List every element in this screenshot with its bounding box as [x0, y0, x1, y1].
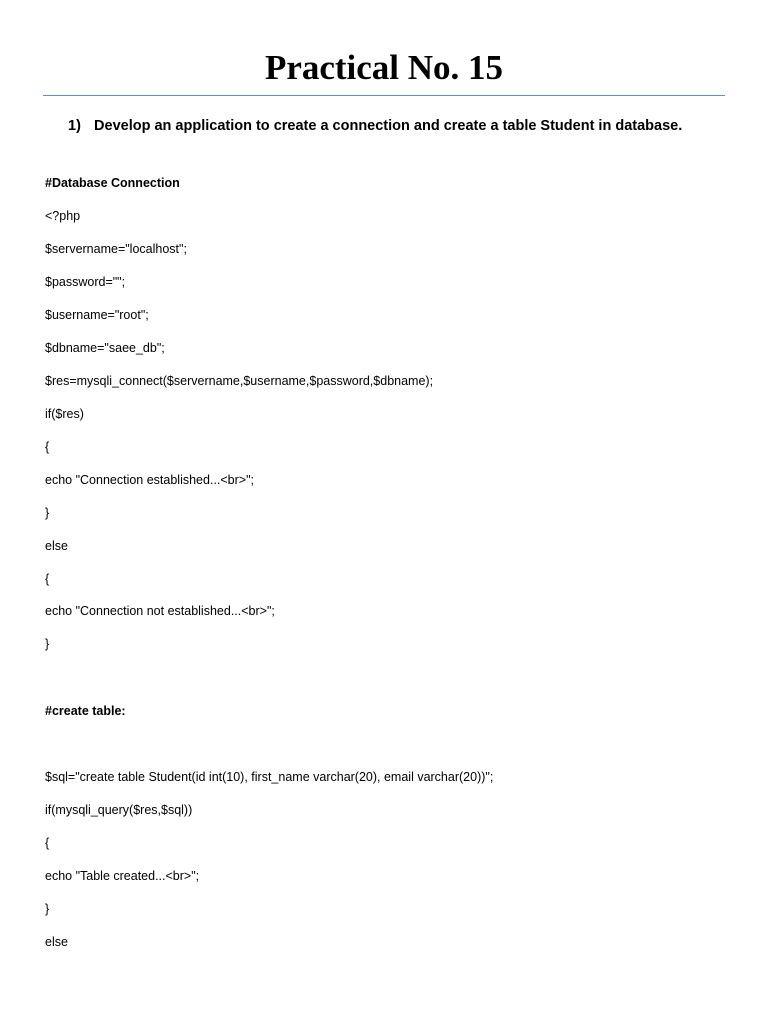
code-line: $username="root"; — [45, 308, 149, 322]
code-line: $sql="create table Student(id int(10), first_name varchar(20), email varchar(20))"; — [45, 770, 494, 784]
code-line: $servername="localhost"; — [45, 242, 187, 256]
title-underline — [43, 95, 725, 96]
section-heading-database-connection: #Database Connection — [45, 176, 180, 190]
question-number: 1) — [68, 118, 81, 134]
code-line: echo "Table created...<br>"; — [45, 869, 200, 883]
code-line: else — [45, 935, 68, 949]
code-line: { — [45, 440, 50, 454]
code-line: echo "Connection established...<br>"; — [45, 473, 255, 487]
code-line: } — [45, 902, 50, 916]
code-line: $dbname="saee_db"; — [45, 341, 165, 355]
code-line: $res=mysqli_connect($servername,$username,$password,$dbname); — [45, 374, 434, 388]
code-line: } — [45, 506, 50, 520]
code-line: $password=""; — [45, 275, 126, 289]
question-heading — [68, 116, 682, 136]
code-line: { — [45, 836, 50, 850]
code-line: if(mysqli_query($res,$sql)) — [45, 803, 193, 817]
code-line: if($res) — [45, 407, 84, 421]
code-line: else — [45, 539, 68, 553]
question-text: Develop an application to create a connection and create a table Student in database. — [94, 118, 683, 134]
code-line: { — [45, 572, 50, 586]
page-title: Practical No. 15 — [264, 48, 504, 87]
code-line: } — [45, 637, 50, 651]
code-line: <?php — [45, 209, 81, 223]
code-line: echo "Connection not established...<br>"; — [45, 604, 275, 618]
section-heading-create-table: #create table: — [45, 704, 126, 718]
